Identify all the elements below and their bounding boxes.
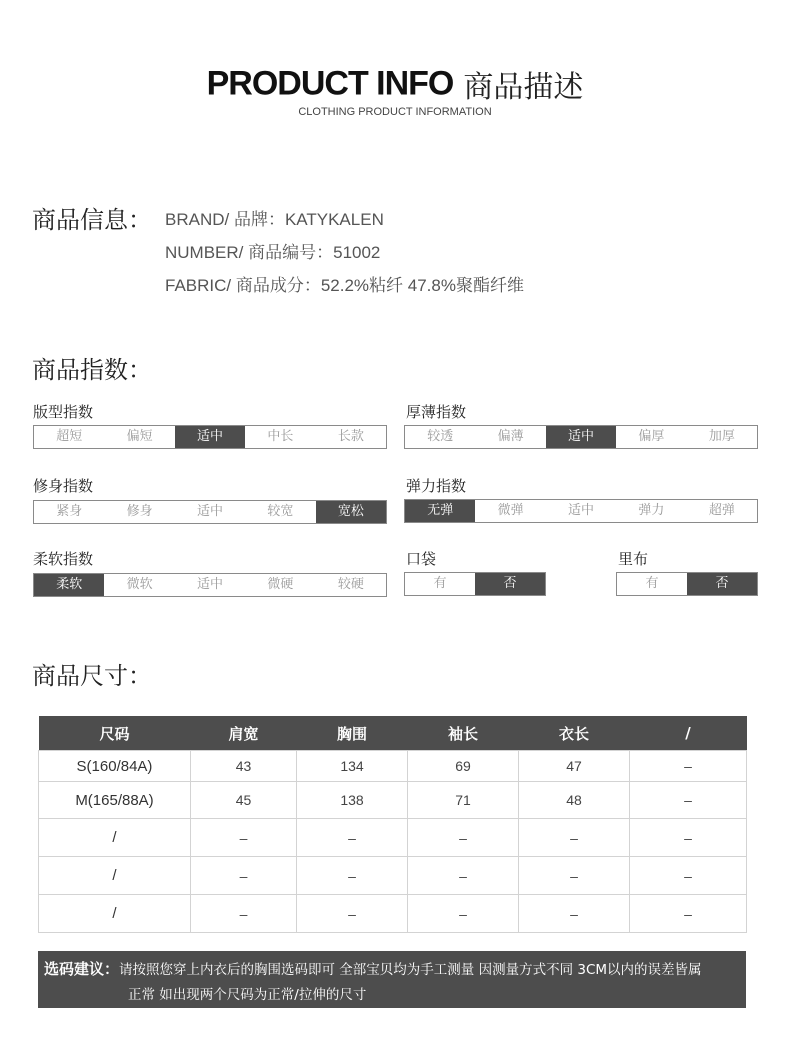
thickness-option: 偏厚 bbox=[638, 429, 665, 444]
size-value-cell: 47 bbox=[519, 751, 630, 782]
thickness-option: 偏薄 bbox=[497, 429, 524, 444]
softness-index-bar bbox=[33, 573, 387, 597]
pocket-option: 有 bbox=[433, 576, 447, 591]
table-row bbox=[39, 819, 747, 857]
softness-option: 微硬 bbox=[267, 577, 294, 592]
size-value-cell: 69 bbox=[408, 751, 519, 782]
slim-option: 宽松 bbox=[316, 501, 386, 523]
thickness-index-label: 厚薄指数 bbox=[406, 403, 467, 421]
size-advice-box bbox=[38, 951, 746, 1008]
size-name-cell: S(160/84A) bbox=[39, 751, 191, 782]
size-value-cell: 45 bbox=[191, 782, 297, 819]
elasticity-option: 微弹 bbox=[497, 503, 524, 518]
softness-option: 微软 bbox=[126, 577, 153, 592]
size-value-cell: 138 bbox=[297, 782, 408, 819]
page-title bbox=[0, 62, 790, 106]
size-value-cell: 43 bbox=[191, 751, 297, 782]
size-label: 商品尺寸： bbox=[32, 662, 152, 690]
size-value-cell: – bbox=[630, 819, 747, 857]
lining-bar bbox=[616, 572, 758, 596]
size-name-cell: / bbox=[39, 895, 191, 933]
table-row bbox=[39, 857, 747, 895]
size-header-cell: 尺码 bbox=[39, 716, 191, 751]
size-name-cell: M(165/88A) bbox=[39, 782, 191, 819]
slim-option: 紧身 bbox=[56, 504, 83, 519]
slim-option: 适中 bbox=[197, 504, 224, 519]
size-value-cell: 71 bbox=[408, 782, 519, 819]
fit-option: 适中 bbox=[175, 426, 245, 448]
softness-option: 适中 bbox=[197, 577, 224, 592]
elasticity-option: 超弹 bbox=[708, 503, 735, 518]
size-value-cell: – bbox=[630, 895, 747, 933]
advice-line-1: 请按照您穿上内衣后的胸围选码即可 全部宝贝均为手工测量 因测量方式不同 3CM以内的误差皆属 bbox=[119, 962, 702, 978]
size-value-cell: – bbox=[297, 819, 408, 857]
fabric-line: FABRIC/ 商品成分：52.2%粘纤 47.8%聚酯纤维 bbox=[165, 276, 524, 295]
product-info-label: 商品信息： bbox=[32, 206, 152, 234]
size-table bbox=[38, 716, 747, 933]
brand-line: BRAND/ 品牌：KATYKALEN bbox=[165, 210, 384, 229]
size-value-cell: – bbox=[519, 857, 630, 895]
lining-option: 否 bbox=[687, 573, 757, 595]
size-value-cell: – bbox=[630, 751, 747, 782]
size-value-cell: – bbox=[191, 819, 297, 857]
table-row bbox=[39, 895, 747, 933]
elasticity-option: 适中 bbox=[568, 503, 595, 518]
fit-option: 长款 bbox=[337, 429, 364, 444]
advice-line-2: 正常 如出现两个尺码为正常/拉伸的尺寸 bbox=[128, 987, 367, 1003]
size-value-cell: – bbox=[191, 857, 297, 895]
size-value-cell: – bbox=[297, 895, 408, 933]
size-value-cell: – bbox=[630, 857, 747, 895]
thickness-index-bar bbox=[404, 425, 758, 449]
softness-index-label: 柔软指数 bbox=[33, 550, 94, 568]
size-value-cell: 48 bbox=[519, 782, 630, 819]
fit-index-bar bbox=[33, 425, 387, 449]
thickness-option: 较透 bbox=[427, 429, 454, 444]
pocket-bar bbox=[404, 572, 546, 596]
size-header-cell: 袖长 bbox=[408, 716, 519, 751]
elasticity-option: 弹力 bbox=[638, 503, 665, 518]
lining-option: 有 bbox=[645, 576, 659, 591]
advice-label: 选码建议： bbox=[44, 960, 120, 978]
size-value-cell: – bbox=[519, 819, 630, 857]
slim-index-bar bbox=[33, 500, 387, 524]
size-header-cell: 胸围 bbox=[297, 716, 408, 751]
softness-option: 较硬 bbox=[337, 577, 364, 592]
size-value-cell: – bbox=[408, 895, 519, 933]
slim-option: 较宽 bbox=[267, 504, 294, 519]
table-row bbox=[39, 782, 747, 819]
size-value-cell: – bbox=[297, 857, 408, 895]
slim-index-label: 修身指数 bbox=[33, 477, 94, 495]
elasticity-index-label: 弹力指数 bbox=[406, 477, 467, 495]
size-value-cell: – bbox=[519, 895, 630, 933]
size-header-cell: 肩宽 bbox=[191, 716, 297, 751]
size-value-cell: 134 bbox=[297, 751, 408, 782]
size-header-cell: / bbox=[630, 716, 747, 751]
size-value-cell: – bbox=[630, 782, 747, 819]
title-english: PRODUCT INFO bbox=[206, 64, 454, 103]
size-name-cell: / bbox=[39, 819, 191, 857]
elasticity-index-bar bbox=[404, 499, 758, 523]
fit-option: 超短 bbox=[56, 429, 83, 444]
table-row bbox=[39, 751, 747, 782]
size-header-cell: 衣长 bbox=[519, 716, 630, 751]
size-name-cell: / bbox=[39, 857, 191, 895]
title-chinese: 商品描述 bbox=[463, 70, 584, 105]
size-table-body bbox=[39, 751, 747, 933]
pocket-option: 否 bbox=[475, 573, 545, 595]
size-value-cell: – bbox=[408, 819, 519, 857]
size-table-header bbox=[39, 716, 747, 751]
fit-option: 中长 bbox=[267, 429, 294, 444]
fit-index-label: 版型指数 bbox=[33, 403, 94, 421]
number-line: NUMBER/ 商品编号：51002 bbox=[165, 243, 381, 262]
page-subtitle: CLOTHING PRODUCT INFORMATION bbox=[298, 106, 492, 118]
pocket-label: 口袋 bbox=[406, 550, 437, 568]
thickness-option: 适中 bbox=[546, 426, 616, 448]
lining-label: 里布 bbox=[618, 550, 649, 568]
elasticity-option: 无弹 bbox=[405, 500, 475, 522]
fit-option: 偏短 bbox=[126, 429, 153, 444]
softness-option: 柔软 bbox=[34, 574, 104, 596]
slim-option: 修身 bbox=[126, 504, 153, 519]
size-value-cell: – bbox=[191, 895, 297, 933]
size-value-cell: – bbox=[408, 857, 519, 895]
indices-label: 商品指数： bbox=[32, 356, 152, 384]
thickness-option: 加厚 bbox=[708, 429, 735, 444]
